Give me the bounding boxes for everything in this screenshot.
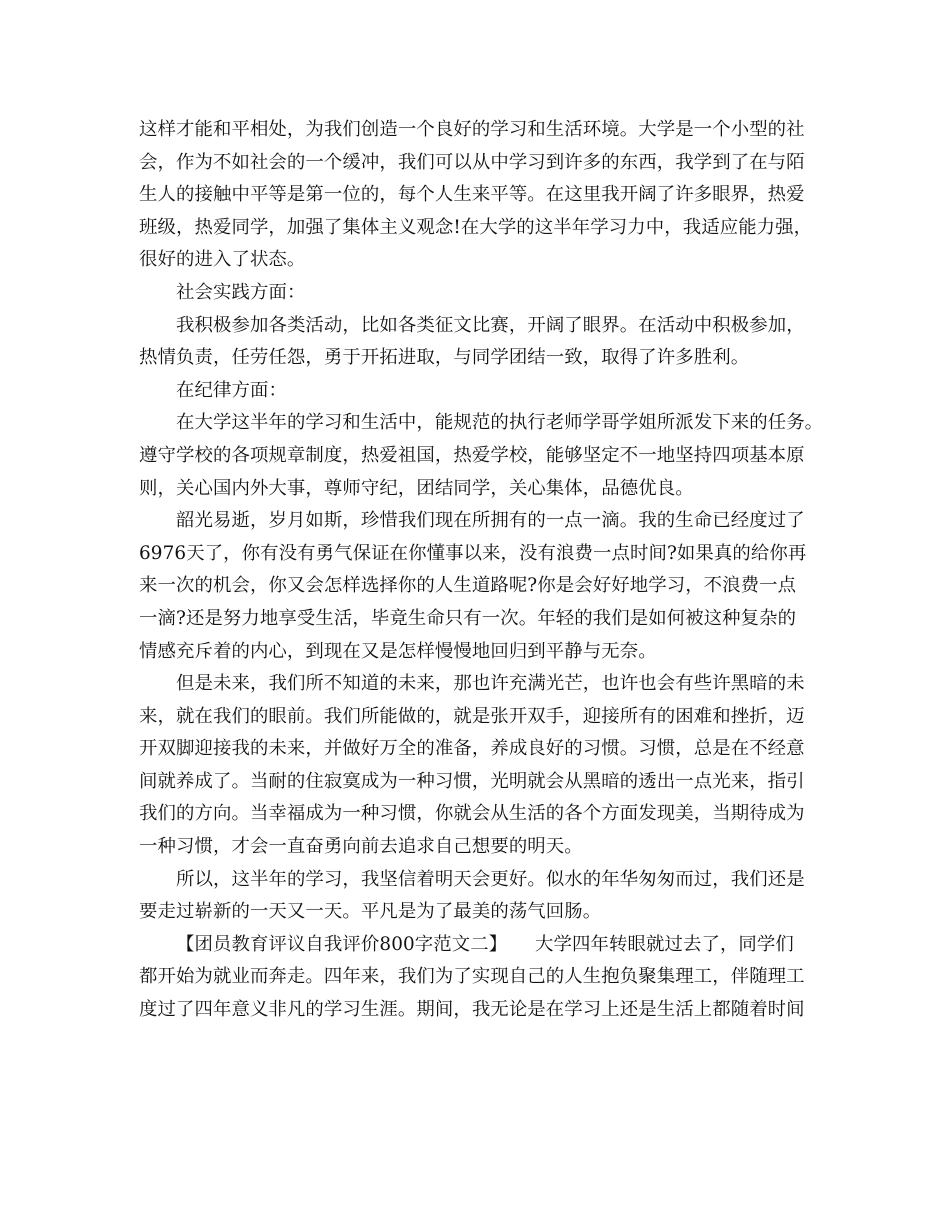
text-line: 班级，热爱同学，加强了集体主义观念!在大学的这半年学习力中，我适应能力强， — [139, 216, 813, 238]
text-line: 6976天了，你有没有勇气保证在你懂事以来，没有浪费一点时间?如果真的给你再 — [139, 542, 807, 564]
text-line: 会，作为不如社会的一个缓冲，我们可以从中学习到许多的东西，我学到了在与陌 — [139, 151, 805, 173]
paragraph-first-line: 在大学这半年的学习和生活中，能规范的执行老师学哥学姐所派发下来的任务。 — [176, 412, 824, 434]
document-body — [139, 114, 824, 1027]
text-line: 我们的方向。当幸福成为一种习惯，你就会从生活的各个方面发现美，当期待成为 — [139, 803, 805, 825]
paragraph-first-line: 我积极参加各类活动，比如各类征文比赛，开阔了眼界。在活动中积极参加， — [176, 314, 805, 336]
text-line: 都开始为就业而奔走。四年来，我们为了实现自己的人生抱负聚集理工，伴随理工 — [139, 966, 805, 988]
text-line: 很好的进入了状态。 — [139, 249, 306, 271]
text-line: 度过了四年意义非凡的学习生涯。期间，我无论是在学习上还是生活上都随着时间 — [139, 999, 805, 1021]
paragraph-first-line: 所以，这半年的学习，我坚信着明天会更好。似水的年华匆匆而过，我们还是 — [176, 868, 805, 890]
text-line: 则，关心国内外大事，尊师守纪，团结同学，关心集体，品德优良。 — [139, 477, 694, 499]
text-line: 遵守学校的各项规章制度，热爱祖国，热爱学校，能够坚定不一地坚持四项基本原 — [139, 444, 805, 466]
section-heading-social-practice: 社会实践方面： — [176, 281, 306, 303]
text-line: 来一次的机会，你又会怎样选择你的人生道路呢?你是会好好地学习，不浪费一点 — [139, 575, 797, 597]
text-line: 开双脚迎接我的未来，并做好万全的准备，养成良好的习惯。习惯，总是在不经意 — [139, 738, 805, 760]
text-line: 要走过崭新的一天又一天。平凡是为了最美的荡气回肠。 — [139, 901, 602, 923]
text-line: 热情负责，任劳任怨，勇于开拓进取，与同学团结一致，取得了许多胜利。 — [139, 347, 750, 369]
paragraph-first-line: 但是未来，我们所不知道的未来，那也许充满光芒，也许也会有些许黑暗的未 — [176, 673, 805, 695]
section-title-sample-two: 【团员教育评议自我评价800字范文二】 大学四年转眼就过去了，同学们 — [176, 933, 794, 955]
text-line: 生人的接触中平等是第一位的，每个人生来平等。在这里我开阔了许多眼界，热爱 — [139, 184, 805, 206]
text-line: 间就养成了。当耐的住寂寞成为一种习惯，光明就会从黑暗的透出一点光来，指引 — [139, 770, 805, 792]
text-line: 来，就在我们的眼前。我们所能做的，就是张开双手，迎接所有的困难和挫折，迈 — [139, 705, 805, 727]
text-line: 这样才能和平相处，为我们创造一个良好的学习和生活环境。大学是一个小型的社 — [139, 119, 805, 140]
text-line: 一滴?还是努力地享受生活，毕竟生命只有一次。年轻的我们是如何被这种复杂的 — [139, 607, 797, 629]
paragraph-first-line: 韶光易逝，岁月如斯，珍惜我们现在所拥有的一点一滴。我的生命已经度过了 — [176, 510, 805, 532]
text-line: 情感充斥着的内心，到现在又是怎样慢慢地回归到平静与无奈。 — [139, 640, 657, 662]
section-heading-discipline: 在纪律方面： — [176, 379, 287, 401]
text-line: 一种习惯，才会一直奋勇向前去追求自己想要的明天。 — [139, 836, 583, 858]
